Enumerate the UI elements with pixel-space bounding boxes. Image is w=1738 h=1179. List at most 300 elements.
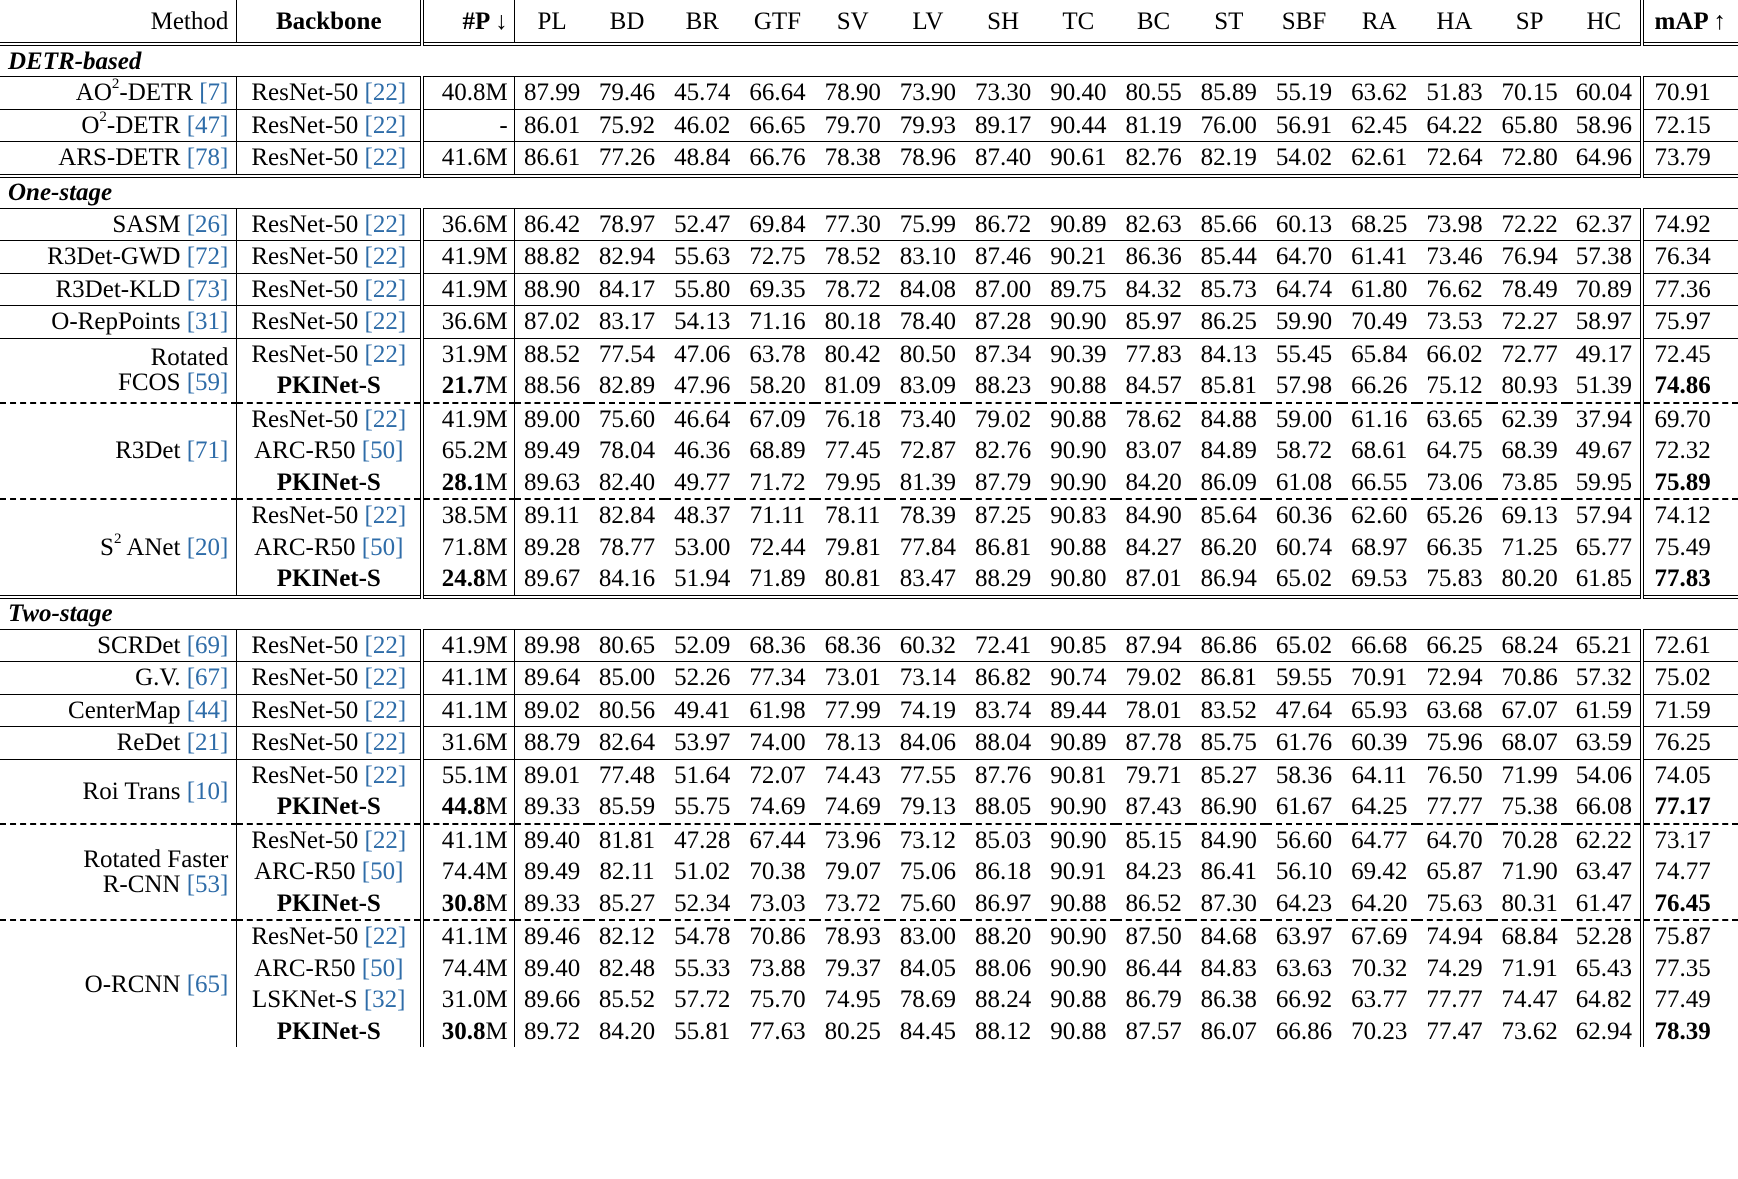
ap-value: 62.94 [1575,1017,1632,1045]
ap-value: 63.77 [1351,986,1408,1014]
ap-value: 70.86 [740,920,815,953]
params-cell [422,306,514,339]
method-cell [0,109,237,142]
ap-value: 61.08 [1275,468,1333,496]
backbone-name: ARC-R50 [254,437,362,465]
ap-value: 79.71 [1116,759,1191,791]
map-value: 77.35 [1642,953,1738,985]
ap-value: 62.45 [1342,109,1417,142]
backbone-name: ResNet-50 [251,729,365,757]
ap-value: 86.44 [1125,954,1182,982]
table-row [0,662,1738,695]
citation-ref: [59] [186,369,229,396]
method-name: FCOS [117,369,187,396]
backbone-cell [237,888,422,921]
method-name: -DETR [119,79,200,107]
citation-ref: [22] [364,631,407,659]
ap-value: 80.50 [890,338,965,370]
params-value: 65.2M [441,437,508,465]
params-value: M [485,793,508,821]
ap-value: 73.62 [1501,1017,1558,1045]
params-value: 41.1M [441,664,508,692]
ap-value: 84.13 [1191,338,1266,370]
map-value: 74.77 [1642,856,1738,888]
params-cell [422,824,514,857]
ap-value: 61.59 [1567,694,1642,727]
ap-value: 85.27 [1191,759,1266,791]
ap-value: 78.38 [815,142,890,176]
backbone-cell [237,273,422,306]
map-value: 71.59 [1642,694,1738,727]
params-cell [422,662,514,695]
ap-value: 87.78 [1116,727,1191,760]
ap-value: 81.09 [824,372,881,400]
ap-value: 68.97 [1351,533,1408,561]
ap-value: 68.25 [1351,210,1408,238]
ap-value: 71.91 [1501,954,1558,982]
ap-value: 74.94 [1417,920,1492,953]
table-row [0,824,1738,857]
ap-value: 62.39 [1492,403,1567,436]
ap-value: 60.32 [899,631,957,659]
params-cell [422,984,514,1016]
citation-ref: [22] [364,275,407,303]
column-header: mAP ↑ [1642,0,1738,44]
params-value: 30.8 [441,1017,486,1045]
ap-value: 47.96 [674,372,731,400]
ap-value: 85.97 [1116,306,1191,339]
section-title: Two-stage [0,597,1738,630]
ap-value: 78.69 [899,986,957,1014]
table-row [0,920,1738,953]
ap-value: 46.02 [665,109,740,142]
ap-value: 72.41 [975,631,1032,659]
ap-value: 89.17 [966,109,1041,142]
map-value: 75.97 [1642,306,1738,339]
ap-value: 55.19 [1275,79,1333,107]
ap-value: 88.82 [514,241,589,274]
method-name: R-CNN [102,870,187,898]
ap-value: 78.40 [890,306,965,339]
ap-value: 87.30 [1200,889,1257,917]
ap-value: 52.34 [674,889,731,917]
ap-value: 64.70 [1266,241,1341,274]
section-title-row [0,176,1738,209]
ap-value: 62.61 [1342,142,1417,176]
ap-value: 64.74 [1266,273,1341,306]
backbone-cell [237,109,422,142]
map-value: 76.25 [1642,727,1738,760]
ap-value: 70.86 [1492,662,1567,695]
ap-value: 73.85 [1501,468,1558,496]
ap-value: 55.33 [674,954,731,982]
ap-value: 74.19 [890,694,965,727]
table-row [0,727,1738,760]
citation-ref: [22] [364,761,407,789]
map-value: 70.91 [1642,77,1738,110]
ap-value: 73.06 [1426,468,1483,496]
ap-value: 89.40 [514,824,589,857]
params-value: 74.4M [441,954,508,982]
backbone-cell [237,791,422,824]
ap-value: 66.65 [740,109,815,142]
ap-value: 84.05 [899,954,957,982]
ap-value: 86.86 [1200,631,1257,659]
ap-value: 76.50 [1417,759,1492,791]
ap-value: 85.64 [1191,499,1266,532]
ap-value: 66.86 [1275,1017,1333,1045]
ap-value: 77.83 [1116,338,1191,370]
ap-value: 62.37 [1575,210,1632,238]
ap-value: 65.80 [1492,109,1567,142]
params-value: 41.1M [441,696,508,724]
params-cell [422,856,514,888]
ap-value: 61.80 [1342,273,1417,306]
method-cell [0,662,237,695]
ap-value: 57.38 [1567,241,1642,274]
ap-value: 90.81 [1041,759,1116,791]
citation-ref: [22] [364,664,407,692]
ap-value: 82.76 [975,437,1032,465]
ap-value: 71.90 [1501,858,1558,886]
citation-ref: [10] [186,777,229,805]
ap-value: 63.63 [1275,954,1333,982]
ap-value: 86.82 [966,662,1041,695]
ap-value: 90.80 [1050,565,1107,593]
ap-value: 79.95 [824,468,881,496]
ap-value: 69.35 [740,273,815,306]
ap-value: 58.97 [1567,306,1642,339]
ap-value: 71.16 [740,306,815,339]
backbone-name: PKINet-S [276,793,381,821]
method-name: G.V. [135,664,187,692]
ap-value: 53.00 [674,533,731,561]
map-value: 77.17 [1642,791,1738,824]
ap-value: 58.20 [749,372,806,400]
backbone-name: PKINet-S [276,889,381,917]
ap-value: 84.23 [1125,858,1182,886]
method-cell [0,694,237,727]
method-cell [0,727,237,760]
column-header: HA [1417,0,1492,44]
citation-ref: [78] [186,144,229,172]
ap-value: 75.99 [899,210,957,238]
ap-value: 69.84 [749,210,806,238]
backbone-name: ResNet-50 [251,340,365,368]
method-cell [0,403,237,500]
params-cell [422,888,514,921]
ap-value: 47.28 [665,824,740,857]
ap-value: 72.64 [1417,142,1492,176]
ap-value: 68.39 [1501,437,1558,465]
ap-value: 67.07 [1492,694,1567,727]
ap-value: 68.84 [1492,920,1567,953]
map-value: 75.89 [1642,467,1738,500]
ap-value: 87.94 [1125,631,1182,659]
ap-value: 49.17 [1567,338,1642,370]
ap-value: 89.75 [1041,273,1116,306]
ap-value: 83.00 [890,920,965,953]
section-title-row [0,597,1738,630]
ap-value: 73.40 [890,403,965,436]
ap-value: 65.43 [1575,954,1632,982]
ap-value: 86.01 [514,109,589,142]
ap-value: 56.10 [1275,858,1333,886]
table-row [0,77,1738,110]
column-header: Method [0,0,237,44]
map-value: 72.61 [1642,629,1738,662]
method-cell [0,241,237,274]
ap-value: 90.85 [1050,631,1107,659]
ap-value: 73.53 [1417,306,1492,339]
method-cell [0,273,237,306]
backbone-cell [237,208,422,241]
citation-ref: [53] [186,870,229,898]
params-cell [422,241,514,274]
ap-value: 90.21 [1041,241,1116,274]
params-value: 41.9M [441,405,508,433]
citation-ref: [73] [186,275,229,303]
params-value: 41.9M [441,275,508,303]
ap-value: 79.02 [1116,662,1191,695]
ap-value: 75.06 [899,858,957,886]
backbone-cell [237,435,422,467]
map-value: 75.02 [1642,662,1738,695]
ap-value: 86.41 [1200,858,1257,886]
params-value: 41.9M [441,243,508,271]
ap-value: 65.26 [1417,499,1492,532]
backbone-name: ARC-R50 [254,954,362,982]
citation-ref: [69] [186,631,229,659]
column-header: #P ↓ [422,0,514,44]
ap-value: 46.36 [674,437,731,465]
ap-value: 51.64 [665,759,740,791]
params-value: 40.8M [441,79,508,107]
table-row [0,759,1738,791]
ap-value: 88.06 [975,954,1032,982]
ap-value: 55.63 [665,241,740,274]
ap-value: 83.07 [1125,437,1182,465]
map-value: 74.05 [1642,759,1738,791]
ap-value: 90.90 [1041,920,1116,953]
backbone-cell [237,1016,422,1048]
ap-value: 84.45 [899,1017,957,1045]
method-name: CenterMap [68,696,187,724]
backbone-name: PKINet-S [276,1017,381,1045]
ap-value: 85.81 [1200,372,1257,400]
ap-value: 81.39 [899,468,957,496]
map-value: 74.86 [1642,370,1738,403]
backbone-cell [237,759,422,791]
ap-value: 60.36 [1266,499,1341,532]
ap-value: 57.98 [1275,372,1333,400]
ap-value: 86.97 [975,889,1032,917]
ap-value: 74.69 [749,793,806,821]
ap-value: 37.94 [1567,403,1642,436]
backbone-name: ResNet-50 [251,275,365,303]
ap-value: 70.32 [1351,954,1408,982]
ap-value: 57.32 [1567,662,1642,695]
ap-value: 89.72 [523,1017,581,1045]
citation-ref: [22] [364,923,407,951]
ap-value: 87.43 [1125,793,1182,821]
ap-value: 84.90 [1191,824,1266,857]
ap-value: 78.72 [815,273,890,306]
ap-value: 81.19 [1116,109,1191,142]
backbone-name: ResNet-50 [251,696,365,724]
section-title: One-stage [0,176,1738,209]
ap-value: 90.89 [1041,727,1116,760]
params-cell [422,403,514,436]
ap-value: 89.00 [514,403,589,436]
ap-value: 69.42 [1351,858,1408,886]
ap-value: 61.76 [1266,727,1341,760]
ap-value: 78.13 [815,727,890,760]
ap-value: 55.45 [1266,338,1341,370]
backbone-name: ResNet-50 [251,826,365,854]
ap-value: 90.90 [1050,437,1107,465]
ap-value: 65.02 [1275,565,1333,593]
ap-value: 85.27 [598,889,656,917]
ap-value: 66.35 [1426,533,1483,561]
ap-value: 66.76 [740,142,815,176]
ap-value: 64.77 [1342,824,1417,857]
ap-value: 63.97 [1266,920,1341,953]
ap-value: 89.40 [523,954,581,982]
column-header: SH [966,0,1041,44]
ap-value: 79.02 [966,403,1041,436]
ap-value: 73.96 [815,824,890,857]
ap-value: 80.20 [1501,565,1558,593]
ap-value: 62.60 [1342,499,1417,532]
ap-value: 90.88 [1050,986,1107,1014]
citation-ref: [22] [364,502,407,530]
params-value: 21.7 [441,372,486,400]
ap-value: 66.55 [1351,468,1408,496]
table-row-highlight [0,1016,1738,1048]
ap-value: 69.53 [1351,565,1408,593]
ap-value: 83.47 [899,565,957,593]
ap-value: 83.74 [966,694,1041,727]
table-row [0,984,1738,1016]
ap-value: 89.49 [523,858,581,886]
backbone-name: PKINet-S [276,372,381,400]
params-cell [422,1016,514,1048]
ap-value: 82.89 [598,372,656,400]
params-value: 30.8 [441,889,486,917]
backbone-name: ARC-R50 [254,858,362,886]
table-row [0,273,1738,306]
ap-value: 63.78 [740,338,815,370]
ap-value: 77.54 [589,338,664,370]
backbone-name: ResNet-50 [251,502,365,530]
ap-value: 52.28 [1567,920,1642,953]
method-superscript: 2 [111,76,120,93]
ap-value: 63.59 [1567,727,1642,760]
table-row [0,241,1738,274]
ap-value: 72.75 [740,241,815,274]
citation-ref: [44] [186,696,229,724]
ap-value: 48.37 [665,499,740,532]
ap-value: 90.44 [1041,109,1116,142]
ap-value: 90.88 [1050,1017,1107,1045]
params-value: 41.9M [441,631,508,659]
column-header: SP [1492,0,1567,44]
ap-value: 66.68 [1351,631,1408,659]
ap-value: 88.79 [514,727,589,760]
ap-value: 79.37 [824,954,881,982]
ap-value: 74.69 [824,793,881,821]
ap-value: 76.00 [1191,109,1266,142]
ap-value: 89.33 [523,889,581,917]
ap-value: 47.64 [1266,694,1341,727]
ap-value: 61.41 [1342,241,1417,274]
ap-value: 90.90 [1050,468,1107,496]
method-cell [0,824,237,921]
ap-value: 66.64 [749,79,806,107]
ap-value: 84.06 [890,727,965,760]
ap-value: 90.74 [1041,662,1116,695]
method-cell [0,920,237,1047]
ap-value: 70.91 [1342,662,1417,695]
ap-value: 79.07 [824,858,881,886]
ap-value: 73.12 [890,824,965,857]
ap-value: 84.90 [1116,499,1191,532]
ap-value: 86.81 [975,533,1032,561]
ap-value: 84.68 [1191,920,1266,953]
ap-value: 72.77 [1492,338,1567,370]
ap-value: 90.90 [1050,954,1107,982]
backbone-name: ResNet-50 [251,243,365,271]
ap-value: 51.39 [1575,372,1632,400]
citation-ref: [71] [186,437,229,465]
ap-value: 76.62 [1417,273,1492,306]
backbone-name: ResNet-50 [251,144,365,172]
ap-value: 89.02 [514,694,589,727]
backbone-cell [237,499,422,532]
ap-value: 45.74 [674,79,731,107]
section-title: DETR-based [0,44,1738,77]
ap-value: 63.47 [1575,858,1632,886]
ap-value: 84.27 [1125,533,1182,561]
ap-value: 77.48 [589,759,664,791]
ap-value: 86.79 [1125,986,1182,1014]
ap-value: 68.36 [824,631,881,659]
ap-value: 80.25 [824,1017,881,1045]
map-value: 73.17 [1642,824,1738,857]
ap-value: 48.84 [665,142,740,176]
params-value: 31.0M [441,986,508,1014]
params-value: - [499,111,508,139]
params-cell [422,370,514,403]
ap-value: 67.44 [740,824,815,857]
ap-value: 87.46 [966,241,1041,274]
citation-ref: [22] [364,729,407,757]
method-name: R3Det-GWD [47,243,187,271]
ap-value: 82.64 [589,727,664,760]
ap-value: 72.27 [1492,306,1567,339]
ap-value: 89.44 [1041,694,1116,727]
column-header: BD [589,0,664,44]
ap-value: 61.85 [1575,565,1632,593]
ap-value: 87.34 [966,338,1041,370]
ap-value: 85.59 [598,793,656,821]
ap-value: 84.20 [598,1017,656,1045]
ap-value: 74.43 [815,759,890,791]
ap-value: 54.78 [665,920,740,953]
params-value: M [485,889,508,917]
ap-value: 64.75 [1426,437,1483,465]
